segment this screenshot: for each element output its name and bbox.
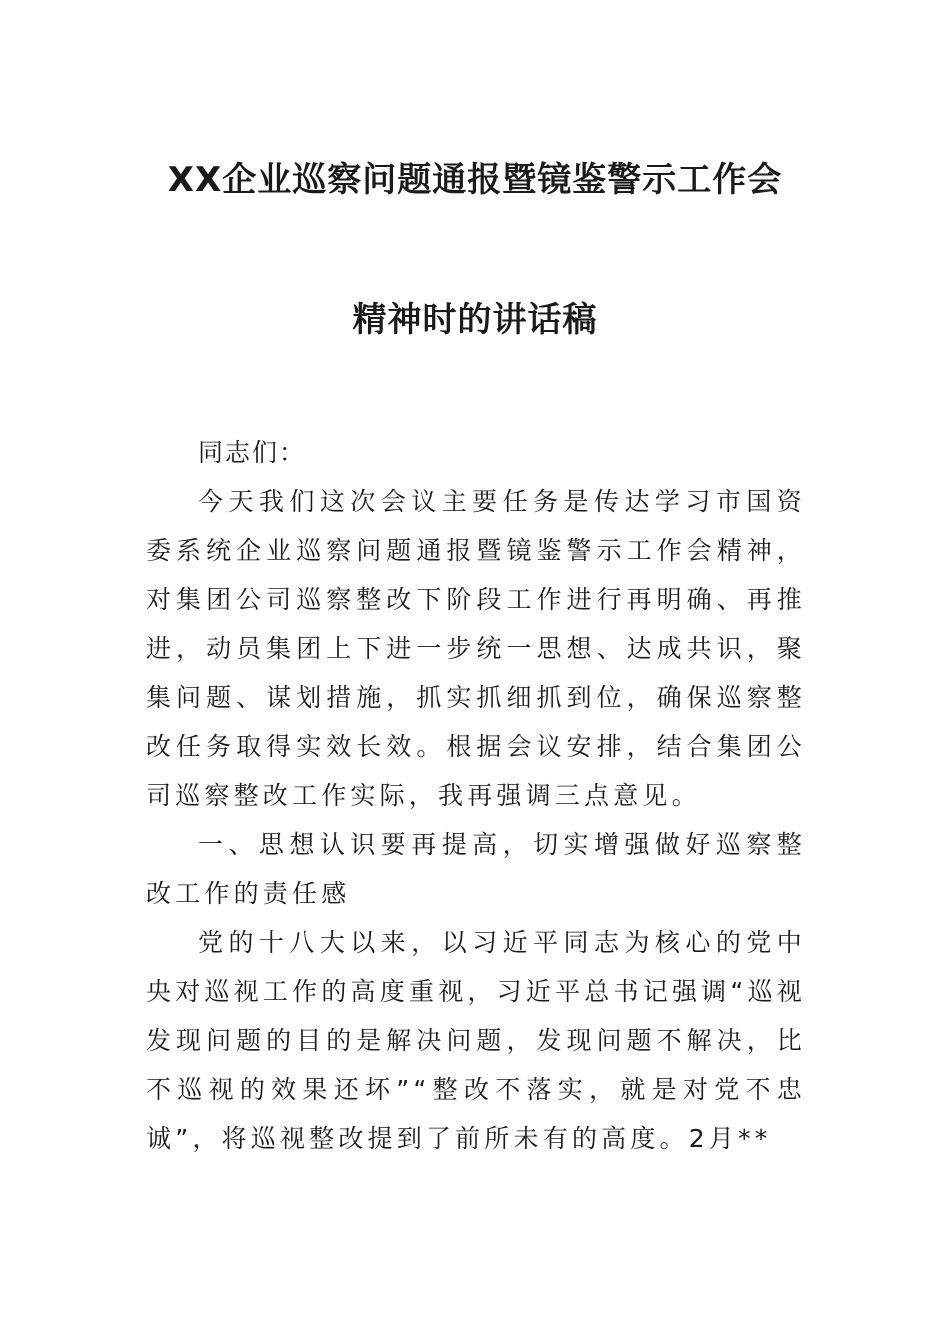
greeting: 同志们： — [198, 438, 307, 467]
paragraph-intro: 今天我们这次会议主要任务是传达学习市国资委系统企业巡察问题通报暨镜鉴警示工作会精神，对集团公司巡察整改下阶段工作进行再明确、再推进，动员集团上下进一步统一思想、达成共识，聚集问题、谋划措施，抓实抓细抓到位，确保巡察整改任务取得实效长效。根据会议安排，结合集团公司巡察整改工作实际，我再强调三点意见。 — [146, 487, 806, 810]
document-title-line-2: 精神时的讲话稿 — [352, 300, 598, 340]
section-heading-1: 一、思想认识要再提高，切实增强做好巡察整改工作的责任感 — [146, 830, 806, 908]
paragraph-section-1: 党的十八大以来，以习近平同志为核心的党中央对巡视工作的高度重视，习近平总书记强调“巡视发现问题的目的是解决问题，发现问题不解决，比不巡视的效果还坏”“整改不落实，就是对党不忠诚”，将巡视整改提到了前所未有的高度。2月** — [146, 928, 806, 1153]
document-title-line-1: XX企业巡察问题通报暨镜鉴警示工作会 — [167, 160, 783, 200]
document-body — [146, 477, 806, 1163]
